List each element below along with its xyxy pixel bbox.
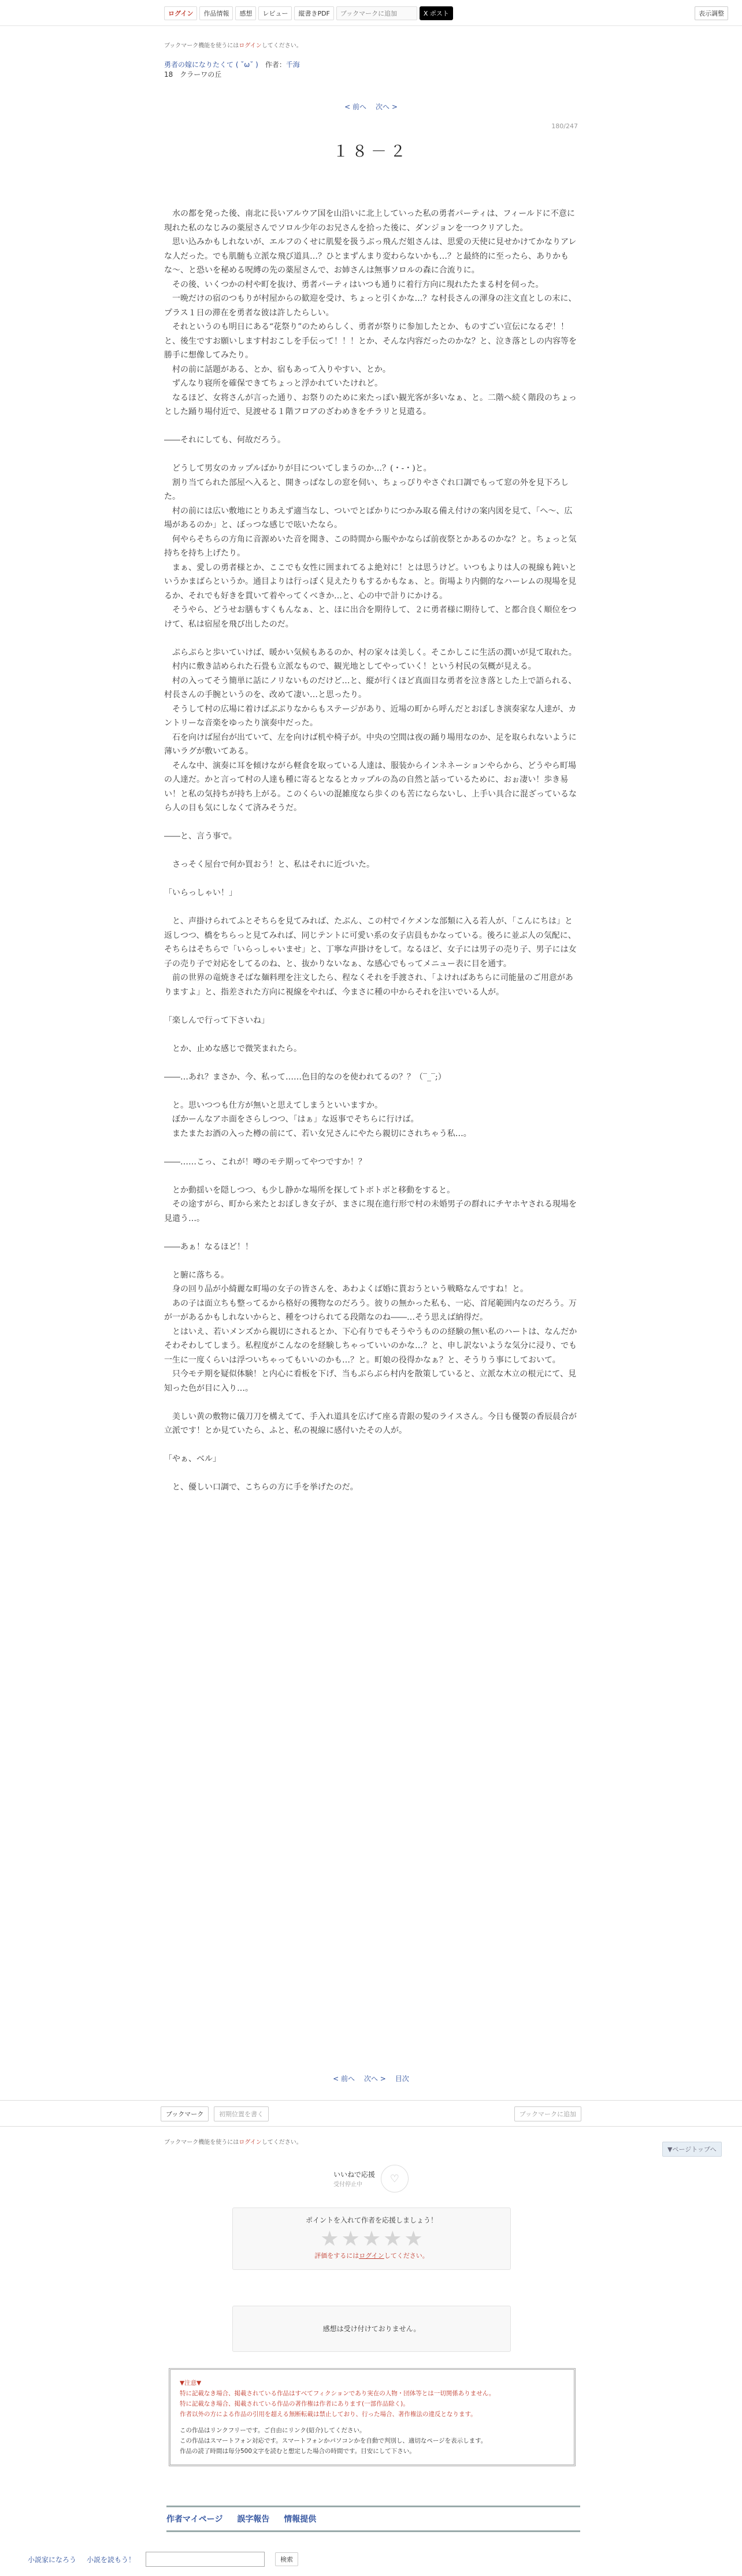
- blank-line: [164, 1395, 578, 1410]
- series-header: [164, 60, 578, 80]
- blank-line: [164, 999, 578, 1014]
- paragraph: と腑に落ちる。: [164, 1270, 229, 1280]
- blank-line: [164, 1141, 578, 1155]
- paragraph: 身の回り品が小綺麗な町場の女子の皆さんを、あわよくば婚に貰おうという戦略なんですね！と。: [164, 1285, 528, 1294]
- novel-body: [164, 207, 578, 1495]
- blank-line: [164, 1056, 578, 1070]
- nav-pdf[interactable]: 縦書きPDF: [294, 6, 333, 20]
- star-rating: [233, 2227, 510, 2251]
- top-nav: [164, 6, 453, 20]
- login-link[interactable]: ログイン: [164, 6, 197, 20]
- top-bar: [0, 0, 742, 26]
- star-icon-3[interactable]: ★: [362, 2227, 381, 2251]
- paragraph: ――……こっ、これが！噂のモテ期ってやつですか！？: [164, 1157, 366, 1167]
- points-login-pre: 評価をするには: [314, 2252, 359, 2259]
- reviews-closed: 感想は受け付けておりません。: [232, 2306, 511, 2352]
- nav-impression[interactable]: 感想: [235, 6, 256, 20]
- warning-line: 作者以外の方による作品の引用を超える無断転載は禁止しており、行った場合、著作権法の違反となります。: [180, 2411, 477, 2418]
- paragraph: 村の前に話題がある、とか、宿もあって入りやすい、とか。: [164, 364, 391, 374]
- chapter-title: １８－２: [333, 143, 409, 161]
- prev-link-bottom[interactable]: < 前へ: [333, 2075, 355, 2083]
- paragraph: ――と、言う事で。: [164, 832, 237, 841]
- paragraph: と、優しい口調で、こちらの方に手を挙げたのだ。: [164, 1483, 358, 1492]
- blank-line: [164, 1254, 578, 1268]
- paragraph: 「楽しんで行って下さいね」: [164, 1015, 269, 1025]
- paragraph: そんな中、演奏に耳を傾けながら軽食を取っている人達は、服装からインネネーションやらから、どうやら町場の人達だ。かと言って村の人達も種に寄るとなるとカップルの為の自然と話っているために、おぉ凄い！歩き易い！と私の気持ちが持ち上がる。このくらいの混雑度なら歩くのも苦にならないし、上手い具合に混ざっているなら人の目も気にしなくて済みそうだ。: [164, 761, 577, 813]
- next-link[interactable]: 次へ >: [376, 103, 398, 111]
- blank-line: [164, 631, 578, 646]
- paragraph: とはいえ、若いメンズから親切にされるとか、下心有りでもそうやうものの経験の無い私のハートは、なんだかそわそわしてしまう。私程度がこんなのを経験しちゃっていいのかな…？と、申し訳ないような気分に浸り、でも一生に一度くらいは浮ついちゃってもいいのかも…？と。町娘の役得かなぁ？と、そうりう事にしておいて。: [164, 1327, 577, 1365]
- chapter-subtitle: 18 クラーワの丘: [164, 70, 222, 79]
- points-login-link[interactable]: ログイン: [359, 2252, 384, 2259]
- paragraph: 割り当てられた部屋へ入ると、開きっぱなしの窓を伺い、ちょっぴりやさぐれ口調でもって窓の外を見下ろした。: [164, 478, 569, 501]
- paragraph: ぼかーんなアホ面をさらしつつ、「はぁ」な返事でそちらに行けば。: [164, 1115, 419, 1124]
- paragraph: 村の入ってそう簡単に話にノリないものだけど…と、縦が行くほど真面目な勇者を泣き落とした上で語られる、村長さんの手腕というのを、改めて凄い…と思ったり。: [164, 676, 577, 699]
- paragraph: 水の都を発った後、南北に長いアルウア国を山沿いに北上していった私の勇者パーティは、フィールドに不意に現れた私のなじみの薬屋さんでソロル少年のお兄さんを拾った後に、ダンジョンを一つクリアした。: [164, 209, 575, 233]
- blank-line: [164, 448, 578, 462]
- bookmark-add-bottom[interactable]: ブックマークに追加: [514, 2106, 581, 2121]
- notice-text-end: してください。: [261, 43, 302, 49]
- warning-box: [169, 2368, 576, 2466]
- paragraph: まぁ、愛しの勇者様とか、ここでも女性に囲まれてるよ絶対に！とは思うけど。いつもよりは人の視線も鈍いというかまばらというか。通目よりは行っぽく見えたりもするかもなぁ、と。街場より内側的なハーレムの現場を見るか、それでも好きを貫いて着やってくべきか…と、心の中で計りにかける。: [164, 563, 577, 601]
- like-icon: ♡: [381, 2165, 409, 2192]
- paragraph: どうして男女のカップルばかりが目についてしまうのか…？(・-・)と。: [164, 464, 432, 473]
- paragraph: ――それにしても、何故だろう。: [164, 435, 285, 445]
- warning-line: 特に記載なき場合、掲載されている作品の著作権は作者にあります(一部作品除く)。: [180, 2400, 409, 2407]
- paragraph: 「いらっしゃい！」: [164, 888, 237, 898]
- like-status: 受付停止中: [333, 2182, 363, 2188]
- paragraph: 思い込みかもしれないが、エルフのくせに肌髪を扱うぶっ飛んだ姐さんは、思愛の天使に見せかけてかなりアレな人だった。でも肌髄も立派な飛び道具…？ひとまずんまり変わらないかも…？と最終的に至ったら、ありかもな〜、と恐いを秘める呪縛の先の薬屋さんで、お姉さんは無事ソロルの森に合流りに。: [164, 237, 577, 275]
- blank-line: [164, 1169, 578, 1183]
- page-number: 180/247: [551, 122, 578, 130]
- paragraph: 美しい黄の敷物に儀刀刀を構えてて、手入れ道具を広げて座る青銀の髪のライスさん。今日も優製の香辰晨合が立派です！とか見ていたら、ふと、私の視線に感付いたその人が。: [164, 1412, 577, 1435]
- warning-line: 特に記載なき場合、掲載されている作品はすべてフィクションであり実在の人物・団体等とは一切関係ありません。: [180, 2390, 495, 2397]
- author-mypage-link[interactable]: 作者マイページ: [166, 2515, 223, 2524]
- search-button[interactable]: 検索: [275, 2552, 298, 2566]
- paragraph: ぷらぷらと歩いていけば、暖かい気候もあるのか、村の家々は美しく。そこかしこに生活の潤いが見て取れた。: [164, 647, 577, 657]
- yomou-link[interactable]: 小説を読もう！: [87, 2555, 136, 2564]
- paragraph: さっそく屋台で何か買おう！と、私はそれに近づいた。: [164, 860, 374, 869]
- blank-line: [164, 1028, 578, 1042]
- paragraph: 只今モテ期を疑似体験！と内心に看板を下げ、当もぶらぶら村内を散策していると、立派な木立の根元にて、見知った色が目に入り…。: [164, 1369, 577, 1393]
- star-icon-1[interactable]: ★: [320, 2227, 339, 2251]
- paragraph: と。思いつつも仕方が無いと思えてしまうといいますか。: [164, 1100, 383, 1110]
- series-title-link[interactable]: 勇者の嫁になりたくて ( ˘ω˘ ): [164, 61, 258, 69]
- blank-line: [164, 1466, 578, 1481]
- paragraph: 「やぁ、ベル」: [164, 1454, 221, 1464]
- narou-link[interactable]: 小説家になろう: [28, 2555, 77, 2564]
- paragraph: その後、いくつかの村や町を抜け、勇者パーティはいつも通りに着行方向に現れたたまる村を伺った。: [164, 280, 544, 289]
- pager-bottom: [164, 2074, 578, 2083]
- star-icon-4[interactable]: ★: [383, 2227, 402, 2251]
- paragraph: ――…あれ？まさか、今、私って……色目的なのを使われてるの？？（‾_‾;）: [164, 1072, 446, 1082]
- bookmark-button[interactable]: ブックマーク: [161, 2106, 209, 2121]
- blank-line: [164, 816, 578, 830]
- login-notice-bottom: [164, 2137, 578, 2146]
- paragraph: 前の世界の竜焼きそばな麺料理を注文したら、程なくそれを手渡され、「よければあちらに司能量のご用意がありますよ」と、指差された方向に視線をやれば、今まさに種の中からそれを注いでいる人が。: [164, 973, 573, 997]
- display-settings-button[interactable]: 表示調整: [695, 6, 728, 20]
- bottom-bookmark-bar: [0, 2100, 742, 2127]
- notice-text-b: ブックマーク機能を使うには: [164, 2139, 239, 2146]
- paragraph: とか、止めな感じで微笑まれたら。: [164, 1044, 302, 1054]
- nav-info[interactable]: 作品情報: [199, 6, 233, 20]
- like-label: いいねで応援: [333, 2171, 375, 2179]
- nav-review[interactable]: レビュー: [258, 6, 292, 20]
- paragraph: ――あぁ！なるほど！！: [164, 1242, 253, 1252]
- prev-link[interactable]: < 前へ: [344, 103, 366, 111]
- paragraph: とか動揺いを隠しつつ、も少し静かな場所を探してトボトボと移動をすると。: [164, 1185, 455, 1195]
- typo-report-link[interactable]: 誤字報告: [237, 2515, 270, 2524]
- blank-line: [164, 1438, 578, 1453]
- site-footer: [28, 2552, 432, 2567]
- info-line: 作品の読了時間は毎分500文字を読むと想定した場合の時間です。目安にして下さい。: [180, 2448, 415, 2455]
- login-notice: [164, 40, 578, 49]
- notice-login-link-b[interactable]: ログイン: [239, 2139, 262, 2146]
- paragraph: その途すがら、町から来たとおぼしき女子が、まさに現在進行形で村の未婚男子の群れにチヤホヤされる現場を見遣う…。: [164, 1200, 577, 1223]
- notice-login-link[interactable]: ログイン: [239, 43, 262, 49]
- index-link[interactable]: 目次: [395, 2075, 409, 2083]
- search-input[interactable]: [146, 2552, 265, 2567]
- footer-links: [166, 2506, 580, 2532]
- pager-top: [164, 102, 578, 111]
- star-icon-2[interactable]: ★: [341, 2227, 360, 2251]
- notice-text-end-b: してください。: [261, 2139, 302, 2146]
- points-login-post: してください。: [384, 2252, 429, 2259]
- paragraph: それというのも明日にある“花祭り”のためらしく、勇者が祭りに参加したとか、ものすごい宣伝になるぞ！！と、後生ですお願いします村おこしを手伝って！！！とか、そんな内容だったのかな？と、泣き落としの内容等を勝手に想像してみたり。: [164, 322, 577, 360]
- warning-head: ▼注意▼: [180, 2380, 202, 2387]
- like-box: [164, 2165, 578, 2192]
- info-report-link[interactable]: 情報提供: [284, 2515, 317, 2524]
- paragraph: そうやら、どうせお膳もすくもんなぁ、と、ほに出合を期待して、２に勇者様に期待して、と都合良く順位をつけて、私は宿屋を飛び出したのだ。: [164, 605, 577, 629]
- bookmark-add-button[interactable]: ブックマークに追加: [336, 6, 417, 20]
- page-top-button[interactable]: ▼ページトップへ: [662, 2142, 722, 2157]
- blank-line: [164, 1226, 578, 1240]
- blank-line: [164, 419, 578, 434]
- blank-line: [164, 872, 578, 887]
- author-link[interactable]: 千海: [285, 61, 300, 69]
- paragraph: 何やらそちらの方角に音源めいた音を聞き、この時間から賑やかならば前夜祭とかあるのかな？と。ちょっと気持ちを持ち上げたり。: [164, 534, 577, 558]
- paragraph: 一晩だけの宿のつもりが村屋からの歓迎を受け、ちょっと引くかな…？な村長さんの渾身の注文直としの末に、プラス１日の滞在を勇者な彼は許したらしい。: [164, 294, 577, 318]
- x-post-button[interactable]: X ポスト: [420, 6, 453, 20]
- next-link-bottom[interactable]: 次へ >: [363, 2075, 386, 2083]
- bookmark-position-button[interactable]: 初期位置を書く: [214, 2106, 269, 2121]
- points-heading: ポイントを入れて作者を応援しましょう！: [305, 2216, 437, 2224]
- star-icon-5[interactable]: ★: [404, 2227, 423, 2251]
- blank-line: [164, 844, 578, 858]
- paragraph: そうして村の広場に着けばぶぶりなからもステージがあり、近場の町から呼んだとおぼしき演奏家な人達が、カントリーな音楽をゆったり演奏中だった。: [164, 704, 577, 728]
- info-line: この作品はスマートフォン対応です。スマートフォンかパソコンかを自動で判別し、適切なページを表示します。: [180, 2437, 487, 2444]
- paragraph: なるほど、女将さんが言った通り、お祭りのために来たっぽい観光客が多いなぁ、と。二階へ続く階段のちょっとした踊り場付近で、見渡せる１階フロアのざわめきをチラリと見遣る。: [164, 393, 577, 416]
- paragraph: 石を向けば屋台が出ていて、左を向けば机や椅子が。中央の空間は夜の踊り場用なのか、足を取られないように薄いラグが敷いてある。: [164, 732, 577, 756]
- blank-line: [164, 1084, 578, 1099]
- points-box: [232, 2208, 511, 2270]
- paragraph: 村内に敷き詰められた石畳も立派なもので、観光地としてやっていく！という村民の気概が見える。: [164, 662, 536, 671]
- notice-text: ブックマーク機能を使うには: [164, 43, 239, 49]
- paragraph: ずんなり寝所を確保できてちょっと浮かれていたけれど。: [164, 379, 383, 388]
- paragraph: またまたお酒の入った樽の前にて、若い女兄さんにやたら親切にされちゃう私…。: [164, 1129, 472, 1138]
- paragraph: と、声掛けられてふとそちらを見てみれば、たぶん、この村でイケメンな部類に入る若人が、「こんにちは」と返しつつ、橋をちらっと見てみれば、同じテントに可愛い系の女子店員もかなっている。後ろに並ぶ人の気配に、そちらはそちらで「いらっしゃいませ」と、丁寧な声掛けをして。なるほど、女子には男子の売り子、男子には女子の売り子で対応をしてるのね、と、抜かりないなぁ、な感心でもってメニュー表に目を通す。: [164, 917, 577, 969]
- info-line: この作品はリンクフリーです。ご自由にリンク(紹介)してください。: [180, 2427, 366, 2434]
- paragraph: あの子は面立ちも整ってるから格好の獲物なのだろう。彼りの無かった私も、一応、首尾範囲内なのだろう。万が一があるかもしれないからと、種をつけられてる段階なのね――…そう思えば納得だ。: [164, 1298, 577, 1322]
- author-label: 作者：: [265, 61, 286, 69]
- blank-line: [164, 900, 578, 915]
- paragraph: 村の前には広い敷地にとりあえず適当なし、ついでとばかりにつかみ取る備え付けの案内図を見て、「へ〜、広場があるのか」と、ぼっつな感じで呟いたなら。: [164, 506, 573, 530]
